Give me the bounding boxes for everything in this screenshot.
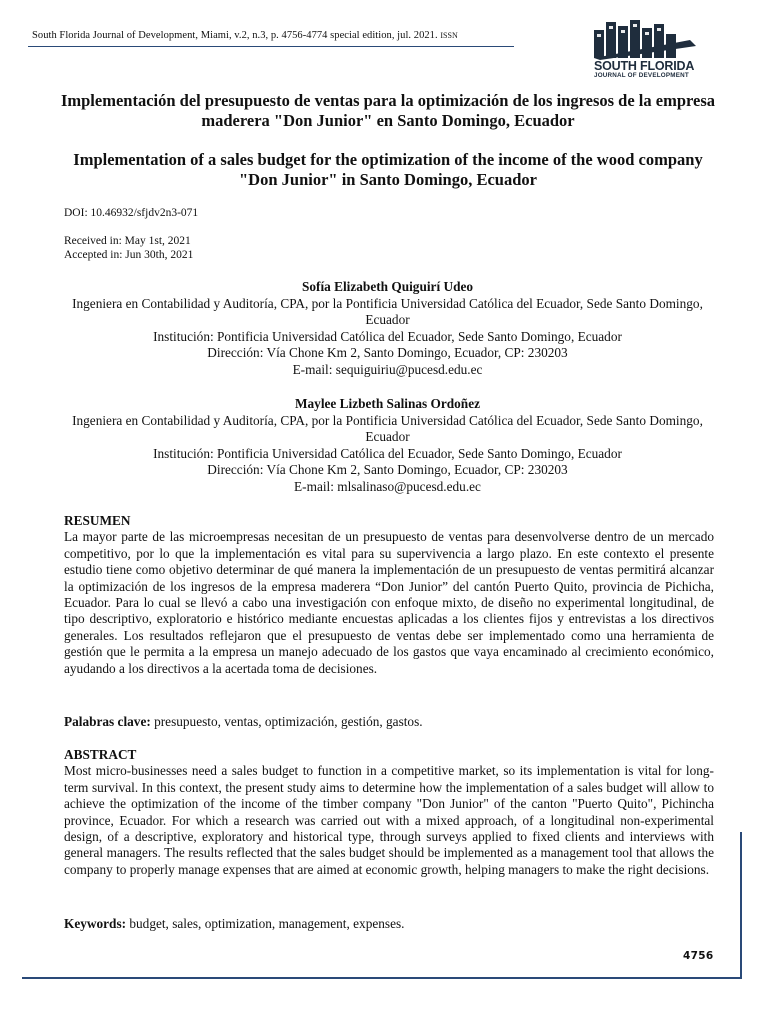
footer-border-vertical [740, 832, 742, 978]
keywords-text: budget, sales, optimization, management, expenses. [126, 916, 405, 931]
logo-subtitle: JOURNAL OF DEVELOPMENT [594, 72, 689, 79]
author-address: Dirección: Vía Chone Km 2, Santo Domingo, Ecuador, CP: 230203 [207, 345, 568, 360]
author-name: Sofía Elizabeth Quiguirí Udeo [301, 279, 474, 294]
accepted-date: Accepted in: Jun 30th, 2021 [64, 249, 194, 261]
resumen-section [64, 513, 714, 677]
header-divider [28, 46, 514, 47]
keywords-label: Palabras clave: [64, 714, 151, 729]
page-number: 4756 [683, 950, 714, 962]
abstract-heading: ABSTRACT [64, 747, 137, 762]
author-email: E-mail: sequiguiriu@pucesd.edu.ec [292, 361, 483, 377]
issn-label: ISSN [440, 31, 458, 40]
title-spanish: Implementación del presupuesto de ventas para la optimización de los ingresos de la empresa maderera "Don Junior" en Santo Domingo, Ecuador [60, 91, 716, 130]
abstract-text: Most micro-businesses need a sales budget to function in a competitive market, so its implementation is vital for long-term survival. In this context, the present study aims to determine how the implementation of a sales budget will allow to achieve the optimization of the income of the timber company "Don Junior" of the canton "Puerto Quito", Pichincha province, Ecuador. For which a research was carried out with a mixed approach, of a longitudinal non-experimental design, of a descriptive, exploratory and historical type, through surveys applied to fixed clients and interviews with general managers. The results reflected that the sales budget should be implemented as a management tool that allows the company to properly manage expenses that are aimed at economic growth, helping managers to make the right decisions. [64, 763, 714, 877]
keywords-text: presupuesto, ventas, optimización, gestión, gastos. [150, 714, 423, 729]
author-block [60, 279, 715, 378]
author-degree: Ingeniera en Contabilidad y Auditoría, CPA, por la Pontificia Universidad Católica del Ecuador, Sede Santo Domingo, Ecuador [72, 412, 703, 444]
author-email: E-mail: mlsalinaso@pucesd.edu.ec [294, 478, 481, 494]
resumen-heading: RESUMEN [64, 513, 131, 528]
journal-citation: South Florida Journal of Development, Miami, v.2, n.3, p. 4756-4774 special edition, jul. 2021. [32, 30, 438, 41]
keywords-spanish [64, 714, 714, 730]
author-institution: Institución: Pontificia Universidad Católica del Ecuador, Sede Santo Domingo, Ecuador [153, 445, 622, 461]
author-address: Dirección: Vía Chone Km 2, Santo Domingo, Ecuador, CP: 230203 [207, 462, 568, 477]
journal-reference [32, 30, 458, 41]
dates-block [64, 234, 193, 262]
author-block [60, 396, 715, 495]
author-name: Maylee Lizbeth Salinas Ordoñez [294, 396, 481, 411]
author-institution: Institución: Pontificia Universidad Católica del Ecuador, Sede Santo Domingo, Ecuador [153, 328, 622, 344]
author-degree: Ingeniera en Contabilidad y Auditoría, CPA, por la Pontificia Universidad Católica del Ecuador, Sede Santo Domingo, Ecuador [72, 295, 703, 327]
footer-border-horizontal [22, 977, 742, 979]
keywords-english [64, 916, 714, 932]
logo-title: SOUTH FLORIDA [594, 59, 695, 73]
doi: DOI: 10.46932/sfjdv2n3-071 [64, 207, 199, 219]
resumen-text: La mayor parte de las microempresas necesitan de un presupuesto de ventas para desenvolverse dentro de un mercado competitivo, por lo que la implementación es vital para su supervivencia a largo plazo. En este contexto el presente estudio tiene como objetivo determinar de qué manera la implementación de un presupuesto de ventas permitirá alcanzar la optimización de los ingresos de la empresa maderera “Don Junior” del cantón Puerto Quito, provincia de Pichicha, Ecuador. Para lo cual se llevó a cabo una investigación con enfoque mixto, de diseño no experimental longitudinal, de tipo descriptivo, exploratorio e histórico mediante encuestas aplicadas a los clientes fijos y entrevistas a los directivos generales. Los resultados reflejaron que el presupuesto de ventas debe ser implementado como una herramienta de gestión que le permita a la empresa un manejo adecuado de los gastos que vaya encaminado al crecimiento económico, ayudando a los directivos a la acertada toma de decisiones. [64, 529, 714, 676]
abstract-section [64, 747, 714, 878]
title-english: Implementation of a sales budget for the optimization of the income of the wood company "Don Junior" in Santo Domingo, Ecuador [73, 150, 703, 189]
received-date: Received in: May 1st, 2021 [64, 235, 191, 247]
keywords-label: Keywords: [64, 916, 127, 931]
